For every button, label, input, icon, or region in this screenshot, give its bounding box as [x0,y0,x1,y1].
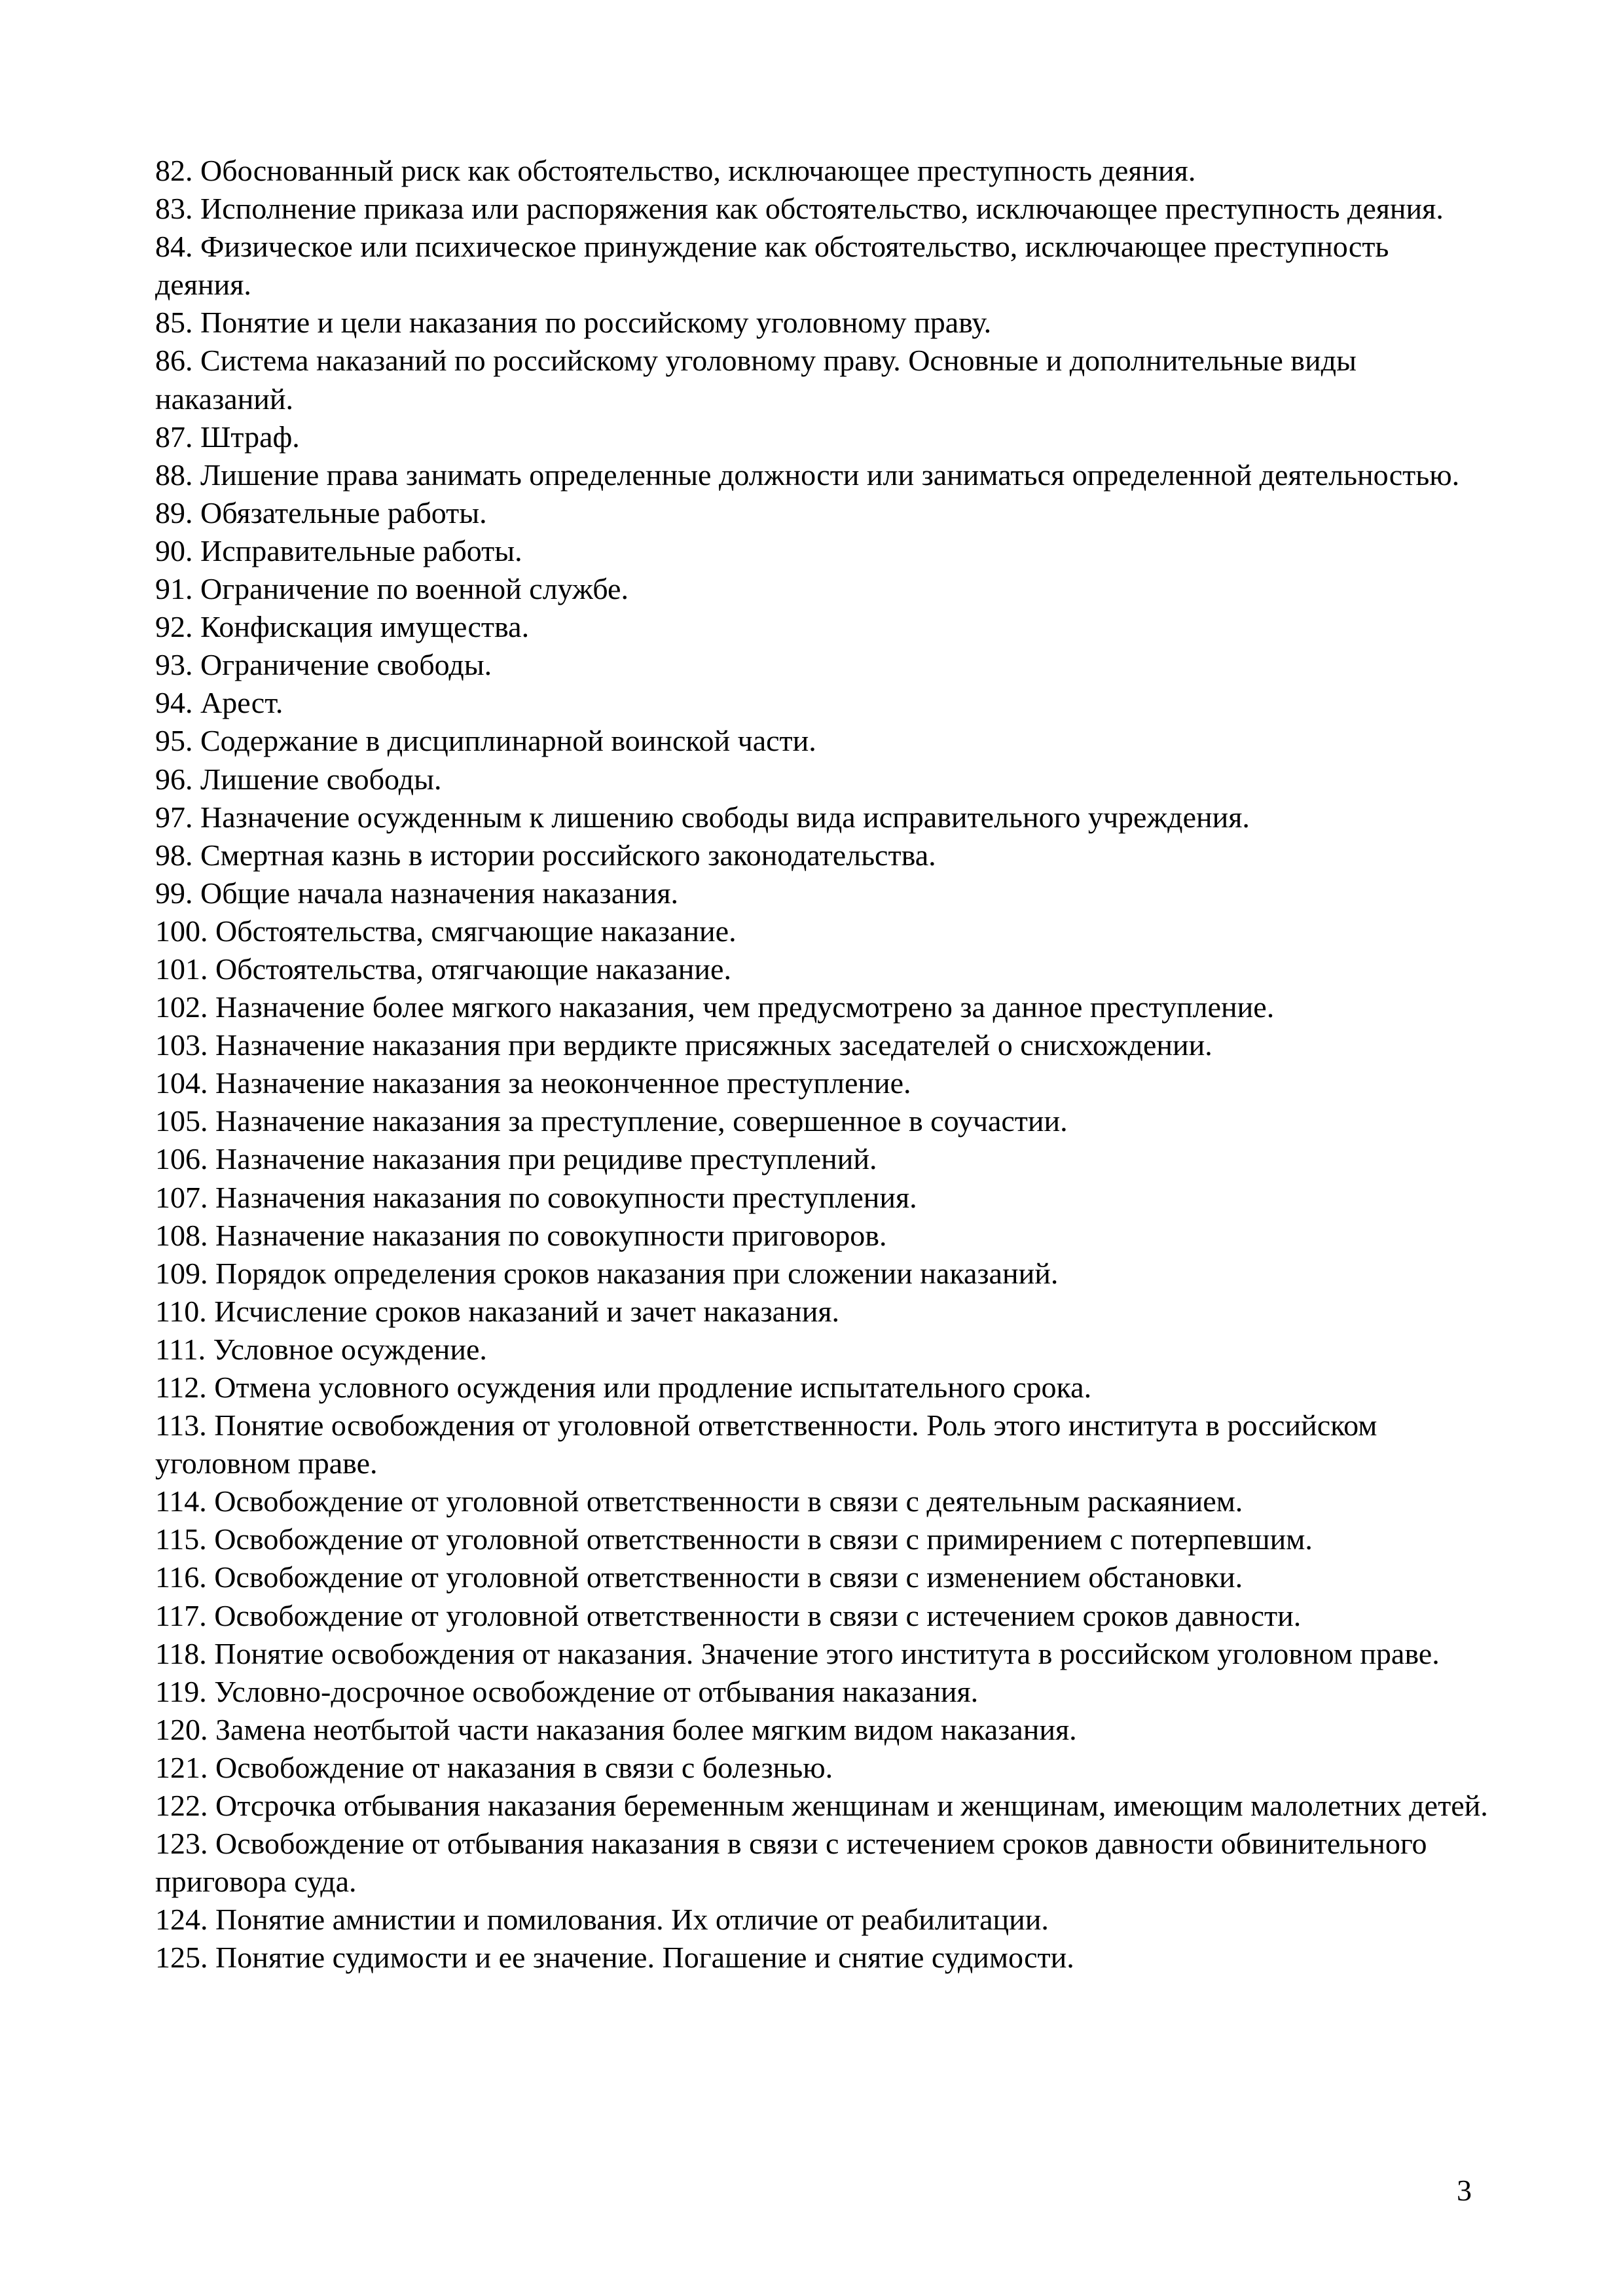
question-item: 123. Освобождение от отбывания наказания в связи с истечением сроков давности обвинительного приговора суда. [155,1827,1427,1899]
question-item: 89. Обязательные работы. [155,495,487,529]
question-item: 90. Исправительные работы. [155,533,522,567]
question-item: 119. Условно-досрочное освобождение от отбывания наказания. [155,1674,979,1708]
question-item: 97. Назначение осужденным к лишению свободы вида исправительного учреждения. [155,800,1250,834]
question-item: 108. Назначение наказания по совокупности приговоров. [155,1218,887,1252]
question-item: 121. Освобождение от наказания в связи с болезнью. [155,1750,833,1784]
question-item: 109. Порядок определения сроков наказания при сложении наказаний. [155,1256,1059,1290]
question-item: 110. Исчисление сроков наказаний и зачет наказания. [155,1294,839,1328]
question-item: 112. Отмена условного осуждения или продление испытательного срока. [155,1371,1092,1404]
question-item: 84. Физическое или психическое принуждение как обстоятельство, исключающее преступность деяния. [155,230,1389,302]
question-item: 95. Содержание в дисциплинарной воинской части. [155,724,816,758]
question-item: 116. Освобождение от уголовной ответственности в связи с изменением обстановки. [155,1560,1243,1594]
question-item: 118. Понятие освобождения от наказания. Значение этого института в российском уголовном праве. [155,1636,1440,1670]
question-item: 83. Исполнение приказа или распоряжения как обстоятельство, исключающее преступность деяния. [155,192,1444,226]
question-item: 87. Штраф. [155,420,300,454]
question-item: 114. Освобождение от уголовной ответственности в связи с деятельным раскаянием. [155,1484,1243,1518]
question-item: 111. Условное осуждение. [155,1332,487,1366]
question-item: 122. Отсрочка отбывания наказания беременным женщинам и женщинам, имеющим малолетних детей. [155,1789,1488,1823]
question-item: 104. Назначение наказания за неоконченное преступление. [155,1066,911,1100]
question-item: 107. Назначения наказания по совокупности преступления. [155,1180,917,1214]
question-item: 106. Назначение наказания при рецидиве преступлений. [155,1142,877,1176]
question-item: 99. Общие начала назначения наказания. [155,876,679,910]
question-item: 124. Понятие амнистии и помилования. Их отличие от реабилитации. [155,1903,1049,1937]
question-item: 85. Понятие и цели наказания по российскому уголовному праву. [155,306,992,340]
question-item: 82. Обоснованный риск как обстоятельство, исключающее преступность деяния. [155,154,1196,187]
question-item: 93. Ограничение свободы. [155,648,492,682]
question-item: 91. Ограничение по военной службе. [155,572,629,606]
question-item: 96. Лишение свободы. [155,762,442,796]
question-item: 105. Назначение наказания за преступление, совершенное в соучастии. [155,1104,1068,1138]
question-item: 117. Освобождение от уголовной ответственности в связи с истечением сроков давности. [155,1598,1302,1632]
question-item: 115. Освобождение от уголовной ответственности в связи с примирением с потерпевшим. [155,1522,1313,1556]
question-item: 92. Конфискация имущества. [155,610,530,644]
question-item: 98. Смертная казнь в истории российского законодательства. [155,838,936,872]
question-item: 86. Система наказаний по российскому уголовному праву. Основные и дополнительные виды наказаний. [155,344,1357,416]
question-item: 94. Арест. [155,686,283,720]
question-item: 88. Лишение права занимать определенные должности или заниматься определенной деятельностью. [155,457,1460,492]
page-number: 3 [1457,2174,1472,2207]
question-item: 125. Понятие судимости и ее значение. Погашение и снятие судимости. [155,1941,1074,1975]
exam-question-list [155,152,1491,1977]
question-item: 120. Замена неотбытой части наказания более мягким видом наказания. [155,1712,1077,1746]
question-item: 102. Назначение более мягкого наказания, чем предусмотрено за данное преступление. [155,990,1275,1024]
question-item: 103. Назначение наказания при вердикте присяжных заседателей о снисхождении. [155,1028,1213,1062]
question-item: 101. Обстоятельства, отягчающие наказание. [155,952,731,986]
question-item: 113. Понятие освобождения от уголовной ответственности. Роль этого института в российском уголовном праве. [155,1408,1377,1480]
question-item: 100. Обстоятельства, смягчающие наказание. [155,914,737,948]
